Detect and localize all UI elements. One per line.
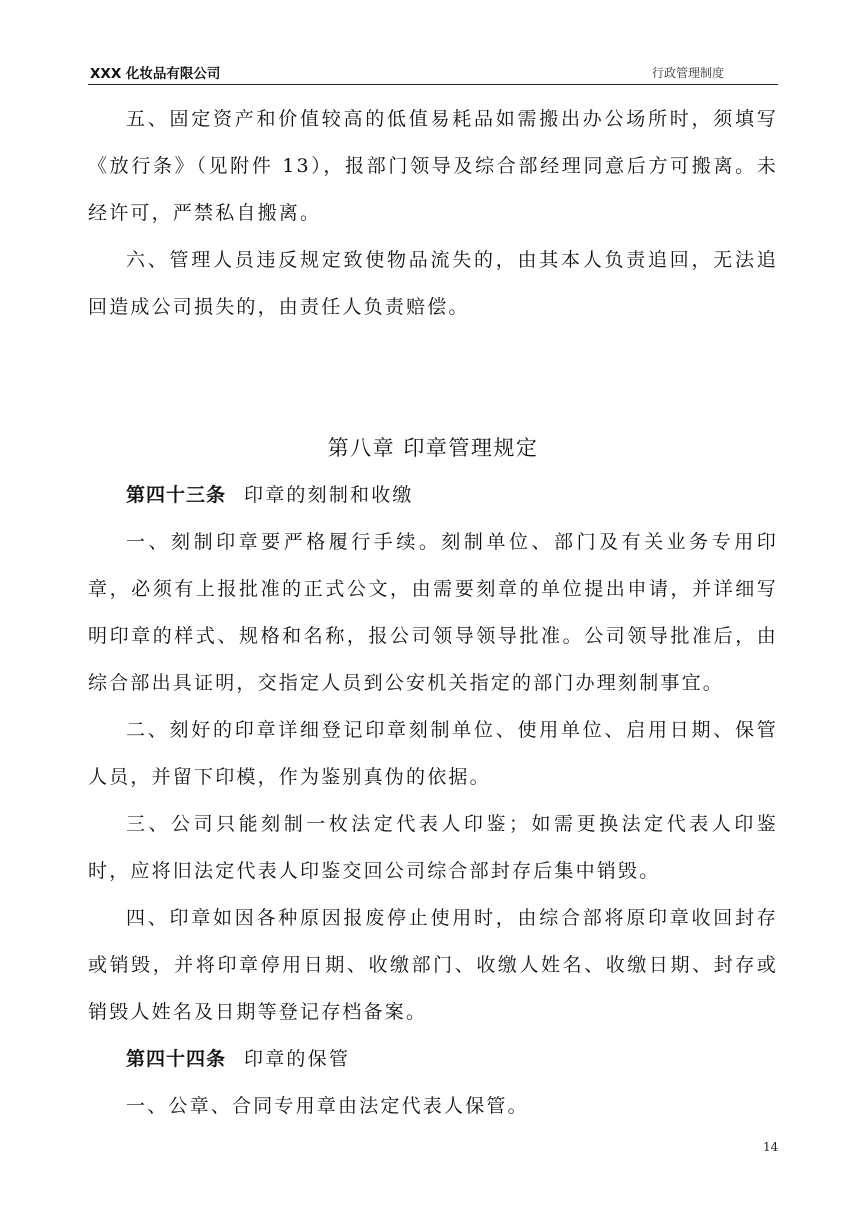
- article-44-heading: [88, 1036, 778, 1083]
- article-43-paragraph-2: 二、刻好的印章详细登记印章刻制单位、使用单位、启用日期、保管人员，并留下印模，作为鉴别真伪的依据。: [88, 719, 778, 788]
- paragraph-item-5: 五、固定资产和价值较高的低值易耗品如需搬出办公场所时，须填写《放行条》（见附件 13），报部门领导及综合部经理同意后方可搬离。未经许可，严禁私自搬离。: [88, 108, 778, 224]
- page-number: 14: [763, 1140, 779, 1154]
- article-44-title: 印章的保管: [244, 1048, 351, 1070]
- article-44-paragraph-1: 一、公章、合同专用章由法定代表人保管。: [126, 1095, 529, 1117]
- article-43-paragraph-1: 一、刻制印章要严格履行手续。刻制单位、部门及有关业务专用印章，必须有上报批准的正式公文，由需要刻章的单位提出申请，并详细写明印章的样式、规格和名称，报公司领导领导批准。公司领导批准后，由综合部出具证明，交指定人员到公安机关指定的部门办理刻制事宜。: [88, 531, 778, 694]
- document-body: [88, 96, 778, 1130]
- article-44-number: 第四十四条: [126, 1048, 227, 1070]
- article-43-number: 第四十三条: [126, 484, 227, 506]
- chapter-title: 第八章 印章管理规定: [327, 436, 539, 460]
- header-document-type: 行政管理制度: [651, 66, 724, 80]
- article-43-title: 印章的刻制和收缴: [244, 484, 414, 506]
- paragraph-item-6: 六、管理人员违反规定致使物品流失的，由其本人负责追回，无法追回造成公司损失的，由责任人负责赔偿。: [88, 249, 778, 318]
- article-43-paragraph-3: 三、公司只能刻制一枚法定代表人印鉴；如需更换法定代表人印鉴时，应将旧法定代表人印鉴交回公司综合部封存后集中销毁。: [88, 813, 778, 882]
- page-header: [88, 60, 778, 85]
- article-43-heading: [88, 472, 778, 519]
- article-43-paragraph-4: 四、印章如因各种原因报废停止使用时，由综合部将原印章收回封存或销毁，并将印章停用日期、收缴部门、收缴人姓名、收缴日期、封存或销毁人姓名及日期等登记存档备案。: [88, 907, 778, 1023]
- header-company-name: XXX 化妆品有限公司: [90, 66, 221, 82]
- section-spacer: [88, 331, 778, 425]
